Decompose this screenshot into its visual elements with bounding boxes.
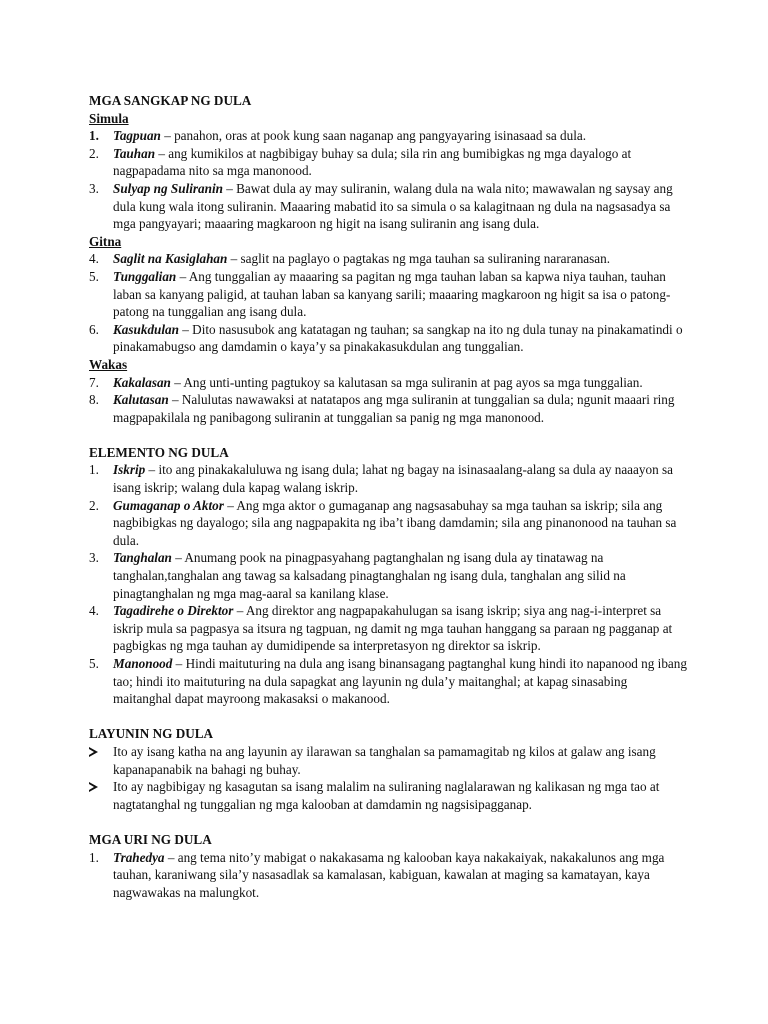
- list-item: [89, 778, 689, 813]
- list-item: [89, 374, 689, 392]
- sangkap-title: MGA SANGKAP NG DULA: [89, 93, 252, 108]
- item-number: 1.: [89, 849, 99, 865]
- item-term: Tauhan: [113, 145, 156, 161]
- list-item: [89, 461, 689, 496]
- section-gap: [89, 708, 689, 726]
- list-item: [89, 391, 689, 426]
- section-gap: [89, 813, 689, 831]
- item-number: 1.: [89, 128, 99, 144]
- list-item: [89, 849, 689, 902]
- item-number: 4.: [89, 251, 99, 267]
- item-number: 7.: [89, 374, 99, 390]
- item-term: Manonood: [113, 656, 173, 671]
- item-number: 2.: [89, 497, 99, 513]
- list-item: [89, 743, 689, 778]
- item-text: – panahon, oras at pook kung saan naganap ang pangyayaring isinasaad sa dula.: [160, 128, 587, 144]
- document-page: [89, 92, 689, 901]
- item-term: Tagadirehe o Direktor: [113, 603, 234, 619]
- item-term: Tanghalan: [113, 550, 172, 566]
- item-text: – Ang tunggalian ay maaaring sa pagitan ng mga tauhan laban sa kapwa niya tauhan, tauhan laban sa kanyang paligid, at tauhan laban sa kanyang sarili; maaaring magkaroon ng higit sa isa o patong-patong na tunggalian ang isang dula.: [113, 268, 671, 320]
- item-text: – Nalulutas nawawaksi at natatapos ang mga suliranin at tunggalian sa dula; ngunit maaari ring magpapakilala ng panibagong suliranin at tunggalian sa panig ng mga manonood.: [113, 392, 675, 425]
- simula-heading: Simula: [89, 110, 129, 126]
- item-term: Gumaganap o Aktor: [113, 497, 224, 513]
- item-number: 8.: [89, 392, 99, 408]
- item-text: – Hindi maituturing na dula ang isang binansagang pagtanghal kung hindi ito napanood ng ibang tao; hindi ito maituturing na dula sapagkat ang layunin ng dula’y maitanghal; at kapag sinasabing maitanghal dapat mayroong makasaksi o makanood.: [113, 656, 687, 707]
- list-item: [89, 602, 689, 655]
- arrow-bullet-icon: [89, 747, 98, 757]
- item-text: – Bawat dula ay may suliranin, walang dula na wala nito; mawawalan ng saysay ang dula kung wala itong suliranin. Maaaring mabatid ito sa simula o sa kalagitnaan ng dula na nagsasadya sa mga pangyayari; maaaring magkaroon ng higit na isang suliranin ang isang dula.: [113, 180, 673, 232]
- item-term: Saglit na Kasiglahan: [113, 251, 228, 267]
- item-term: Trahedya: [113, 849, 165, 865]
- item-number: 5.: [89, 656, 99, 671]
- item-text: – Ang mga aktor o gumaganap ang nagsasabuhay sa mga tauhan sa iskrip; sila ang nagbibigkas ng dayalogo; sila ang nagpapakita ng iba’t ibang damdamin; sila ang pinanonood na tauhan sa dula.: [113, 497, 677, 548]
- item-text: Ito ay isang katha na ang layunin ay ilarawan sa tanghalan sa pamamagitab ng kilos at galaw ang isang kapanapanabik na bahagi ng buhay.: [113, 743, 656, 777]
- item-number: 1.: [89, 462, 99, 478]
- list-item: [89, 180, 689, 233]
- item-text: – ang kumikilos at nagbibigay buhay sa dula; sila rin ang bumibigkas ng mga dayalogo at nagpapadama nito sa mga manonood.: [113, 145, 632, 179]
- list-item: [89, 321, 689, 356]
- item-term: Kalutasan: [113, 392, 169, 408]
- item-number: 5.: [89, 268, 99, 284]
- item-term: Tagpuan: [113, 128, 161, 144]
- list-item: [89, 497, 689, 550]
- list-item: [89, 655, 689, 708]
- item-number: 6.: [89, 321, 99, 337]
- item-term: Iskrip: [113, 462, 146, 478]
- list-item: [89, 268, 689, 321]
- item-text: Ito ay nagbibigay ng kasagutan sa isang malalim na suliraning naglalarawan ng kalikasan ng mga tao at nagtatanghal ng tunggalian ng mga kalooban at damdamin ng nagsisipagganap.: [113, 779, 660, 812]
- item-number: 3.: [89, 550, 99, 566]
- item-number: 2.: [89, 145, 99, 161]
- list-item: [89, 127, 689, 145]
- section-gap: [89, 426, 689, 444]
- item-text: – Dito nasusubok ang katatagan ng tauhan; sa sangkap na ito ng dula tunay na pinakamatindi o pinakamabugso ang damdamin o kaya’y sa pinakakasukdulan ang tunggalian.: [113, 321, 683, 355]
- list-item: [89, 145, 689, 180]
- item-text: – Ang direktor ang nagpapakahulugan sa isang iskrip; siya ang nag-i-interpret sa iskrip mula sa pagpasya sa itsura ng tagpuan, ng damit ng mga tauhan hanggang sa paraan ng pagganap at pagbigkas ng mga tauhan ay dumidipende sa interpretasyon ng direktor sa iskrip.: [113, 603, 673, 654]
- uri-title: MGA URI NG DULA: [89, 831, 212, 847]
- wakas-heading: Wakas: [89, 356, 128, 372]
- item-number: 4.: [89, 603, 99, 619]
- arrow-bullet-icon: [89, 782, 98, 792]
- item-term: Sulyap ng Suliranin: [113, 180, 223, 196]
- item-term: Kasukdulan: [113, 321, 179, 337]
- item-term: Kakalasan: [113, 374, 171, 390]
- item-number: 3.: [89, 180, 99, 196]
- elemento-title: ELEMENTO NG DULA: [89, 444, 229, 460]
- list-item: [89, 549, 689, 602]
- item-text: – ito ang pinakakaluluwa ng isang dula; lahat ng bagay na isinasaalang-alang sa dula ay naaayon sa isang iskrip; walang dula kapag walang iskrip.: [113, 462, 673, 496]
- item-text: – Anumang pook na pinagpasyahang pagtanghalan ng isang dula ay tinatawag na tanghalan,tanghalan ang tawag sa kalsadang pinagtanghalan ng isang dula, tanghalan ang silid na pinagtanghalan ng mga mag-aaral sa kanilang klase.: [113, 550, 626, 601]
- layunin-title: LAYUNIN NG DULA: [89, 726, 214, 742]
- list-item: [89, 250, 689, 268]
- item-text: – ang tema nito’y mabigat o nakakasama ng kalooban kaya nakakaiyak, nakakalunos ang mga tauhan, karaniwang sila’y nasasadlak sa kamalasan, kabiguan, kawalan at maging sa kamatayan, kaya nagwawakas na malungkot.: [113, 849, 665, 900]
- item-term: Tunggalian: [113, 268, 177, 284]
- item-text: – Ang unti-unting pagtukoy sa kalutasan sa mga suliranin at pag ayos sa mga tunggalian.: [170, 374, 643, 390]
- gitna-heading: Gitna: [89, 233, 122, 249]
- item-text: – saglit na paglayo o pagtakas ng mga tauhan sa suliraning nararanasan.: [227, 251, 611, 267]
